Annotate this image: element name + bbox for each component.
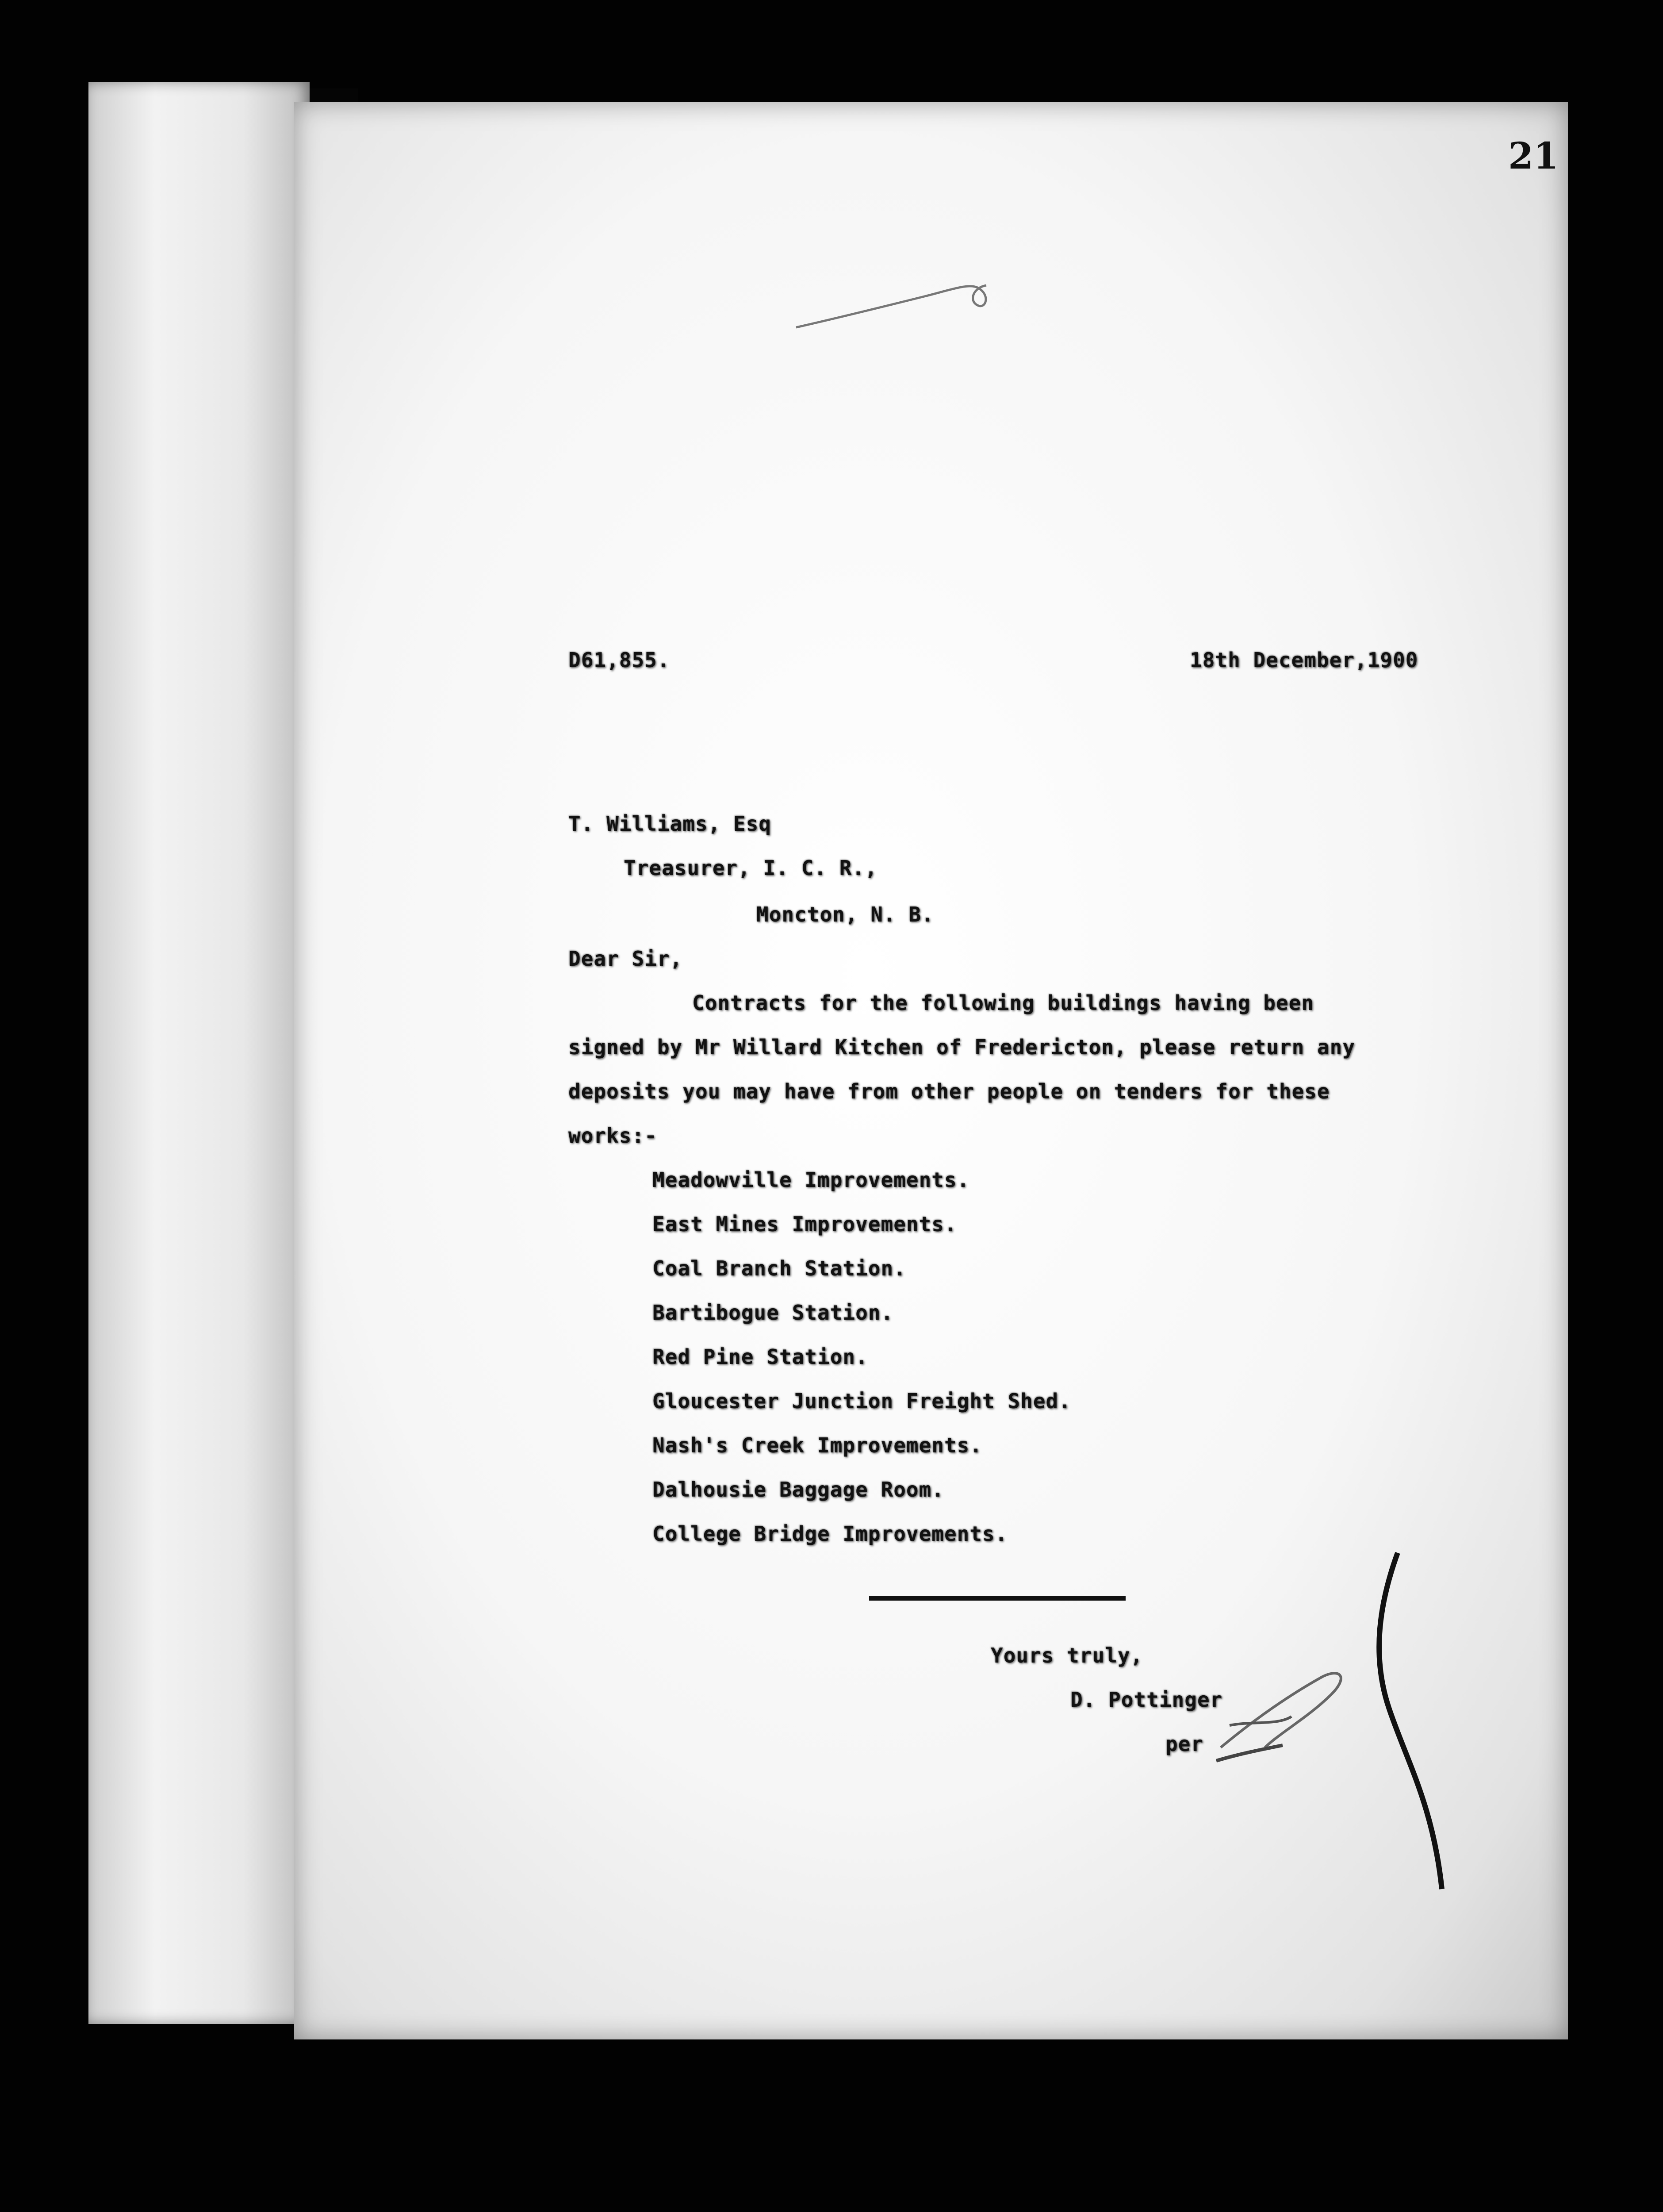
page-number: 21 bbox=[1508, 135, 1559, 177]
signature-rule bbox=[869, 1596, 1126, 1601]
works-list-item: Coal Branch Station. bbox=[652, 1256, 906, 1280]
works-list-item: Meadowville Improvements. bbox=[652, 1168, 970, 1192]
body-line: works:- bbox=[568, 1124, 657, 1148]
works-list-item: Nash's Creek Improvements. bbox=[652, 1433, 983, 1457]
per-label: per bbox=[1165, 1732, 1204, 1756]
letter-date: 18th December,1900 bbox=[1190, 648, 1418, 672]
left-page-fragment bbox=[88, 82, 310, 2024]
salutation: Dear Sir, bbox=[568, 947, 683, 971]
file-number: D61,855. bbox=[568, 648, 670, 672]
works-list-item: Gloucester Junction Freight Shed. bbox=[652, 1389, 1071, 1413]
signatory: D. Pottinger bbox=[1070, 1688, 1223, 1712]
body-line: Contracts for the following buildings having been bbox=[692, 991, 1314, 1015]
margin-pencil-stroke bbox=[1353, 1548, 1486, 1893]
works-list-item: Dalhousie Baggage Room. bbox=[652, 1478, 944, 1502]
recipient-location: Moncton, N. B. bbox=[756, 902, 934, 926]
body-line: deposits you may have from other people on tenders for these bbox=[568, 1079, 1330, 1103]
handwritten-initials bbox=[1212, 1659, 1358, 1774]
closing: Yours truly, bbox=[991, 1644, 1143, 1667]
works-list-item: College Bridge Improvements. bbox=[652, 1522, 1008, 1546]
works-list-item: Red Pine Station. bbox=[652, 1345, 868, 1369]
pencil-scribble bbox=[792, 274, 1000, 336]
recipient-name: T. Williams, Esq bbox=[568, 812, 772, 836]
body-line: signed by Mr Willard Kitchen of Fredericton, please return any bbox=[568, 1035, 1356, 1059]
works-list-item: Bartibogue Station. bbox=[652, 1301, 894, 1325]
works-list-item: East Mines Improvements. bbox=[652, 1212, 957, 1236]
recipient-title: Treasurer, I. C. R., bbox=[624, 856, 877, 880]
